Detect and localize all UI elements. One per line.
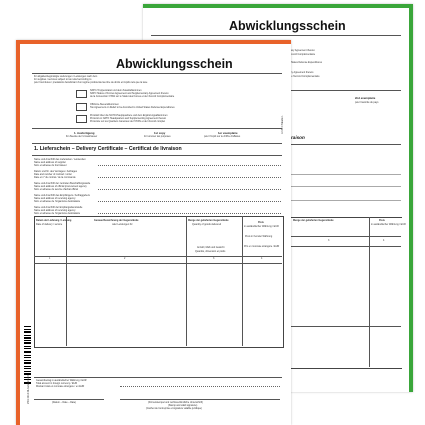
back-sheet-title: Abwicklungsschein	[229, 19, 346, 33]
col-number: 1	[49, 257, 51, 260]
quantity-sub-label: Anzahl, Maß und Gewicht	[197, 246, 225, 249]
field-label: Nom et adresse du service d'achat officiel	[34, 188, 79, 191]
copy-title: 1st copy	[154, 131, 166, 135]
col-subheader: Date of delivery / service	[36, 223, 63, 226]
field-label: Date et n° du contrat / de la commande	[34, 176, 76, 179]
field-label: Nom et adresse du fournisseur	[34, 164, 67, 167]
back-snippet: ary Agreement thereto	[291, 49, 315, 52]
front-sheet	[16, 40, 291, 425]
field-line[interactable]	[98, 177, 281, 178]
section-heading: 1. Lieferschein – Delivery Certificate – Certificat de livraison	[34, 146, 182, 152]
price-line: Preis in fremder Währung	[245, 235, 273, 238]
back-copy-subtitle: pour l'autorité du pays	[355, 101, 379, 104]
side-code: VSR 2210 36-Kanzlei Bonn	[27, 374, 30, 404]
back-col-header: Preis	[379, 219, 385, 222]
col-header: Preis	[258, 221, 264, 224]
side-code: 12 29 N Tabelle 1	[281, 115, 284, 134]
back-snippet: ry Agreement thereto	[291, 71, 314, 74]
signature-label: (Cachet de l'entreprise et signature valable juridique)	[146, 407, 202, 410]
total-amount-field[interactable]	[120, 386, 280, 387]
total-label: Montant total en monnaie étrangère / en EUR	[36, 385, 85, 388]
date-label: (Datum – Date – Date)	[52, 401, 77, 404]
header-line: for supplies / services subject to tax relief according to	[34, 78, 92, 81]
header-line: pour fournitures / prestations bénéficiant d'un régime préférentiel au titre de droits et impôts tels que la taxe	[34, 81, 148, 84]
option-checkbox[interactable]	[76, 115, 87, 123]
field-line[interactable]	[98, 213, 281, 214]
quantity-sub-label: Quantité, dimension et poids	[195, 250, 226, 253]
field-line[interactable]	[98, 189, 281, 190]
field-line[interactable]	[98, 201, 281, 202]
header-line: für abgabenbegünstigte Lieferungen / Leistungen nach dem	[34, 75, 98, 78]
back-snippet: ccord Complémentaire	[291, 53, 316, 56]
option-checkbox[interactable]	[76, 103, 87, 111]
field-line[interactable]	[98, 165, 281, 166]
back-col-number: 3	[328, 239, 330, 242]
total-label: Total amount in foreign currency / EUR	[36, 382, 78, 385]
field-label: Nom et adresse de l'organisme destinataire	[34, 212, 81, 215]
field-label: Nom et adresse de l'organisme destinataire	[34, 200, 81, 203]
price-line: Prix en monnaie étrangère / EUR	[244, 245, 280, 248]
back-copy-title: 2nd exemplaire	[355, 96, 376, 100]
col-number: 2	[124, 257, 126, 260]
option-label: Protokoll über die NATO-Hauptquartiere und dem Ergänzungsabkommen	[90, 114, 168, 117]
field-label: Date and number of contract / order	[34, 173, 72, 176]
option-label: Tax Agreement on Relief to be Accorded to United States Defense Expenditures	[90, 106, 175, 109]
copy-subtitle: for turnover tax purposes	[144, 135, 171, 138]
field-label: Name und Anschrift der zentralen Beschaffungsstelle	[34, 182, 91, 185]
copy-title: 1. Ausfertigung	[74, 131, 95, 135]
back-col-subheader: in ausländischer Währung / EUR	[371, 223, 406, 226]
col-number: 3	[213, 257, 215, 260]
option-label: de la Convention OTAN sur le Statut des Forces et de l'Accord Complémentaire	[90, 95, 175, 98]
field-label: Name und Anschrift der Empfangsdienststelle	[34, 206, 83, 209]
back-col-number: 4	[383, 239, 385, 242]
field-label: Name and address of receiving agency	[34, 197, 76, 200]
signature-label: (Firmenstempel und rechtsverbindliche Unterschrift)	[148, 401, 203, 404]
col-subheader: Quantity of goods delivered	[192, 223, 222, 226]
total-label: Gesamtbetrag in ausländischer Währung / EUR	[36, 379, 87, 382]
option-checkbox[interactable]	[76, 90, 87, 98]
field-label: Name und Anschrift des Empfängers / Auftraggebers	[34, 194, 90, 197]
field-label: Name and address of supplier	[34, 161, 66, 164]
back-col-header: Menge der gelieferten Gegenstände	[293, 219, 334, 222]
option-label: NATO Status of Forces Agreement and Supplementary Agreement thereto	[90, 92, 169, 95]
col-header: Menge der gelieferten Gegenstände	[188, 219, 229, 222]
field-label: Name und Anschrift des Lieferanten / Leistenden	[34, 158, 86, 161]
back-snippet: u l'Accord Complémentaire	[291, 75, 320, 78]
option-label: Protocol on NATO Headquarters and Supplementing Agreement thereto	[90, 117, 166, 120]
col-header: Genaue Bezeichnung der Gegenstände	[94, 219, 139, 222]
col-subheader: oder Leistungen für	[112, 223, 133, 226]
option-label: Offshore-Steuerabkommen	[90, 103, 119, 106]
back-snippet: States Defense Expenditures	[291, 61, 322, 64]
form-title: Abwicklungsschein	[116, 57, 233, 71]
back-section-heading: raison	[291, 135, 305, 140]
col-subheader: in ausländischer Währung / EUR	[244, 225, 279, 228]
field-label: Name and address of receiving agency	[34, 209, 76, 212]
copy-subtitle: für Zwecke der Umsatzsteuer	[66, 135, 98, 138]
field-label: Name and address of official procurement agency	[34, 185, 87, 188]
col-header: Datum der Lieferung / Leistung	[36, 219, 72, 222]
signature-label: (Stamp and valid signature)	[168, 404, 198, 407]
copy-title: 1er exemplaire	[218, 131, 238, 135]
option-label: NATO-Truppenstatut und dem Zusatzabkommen	[90, 89, 142, 92]
copy-subtitle: pour l'impôt sur le chiffre d'affaires	[204, 135, 241, 138]
option-label: Protocole sur les Quartiers Généraux de l'OTAN et de l'Accord complet	[90, 120, 166, 123]
field-label: Datum und Nr. des Vertrages / Auftrages	[34, 170, 77, 173]
col-number: 4	[261, 257, 263, 260]
